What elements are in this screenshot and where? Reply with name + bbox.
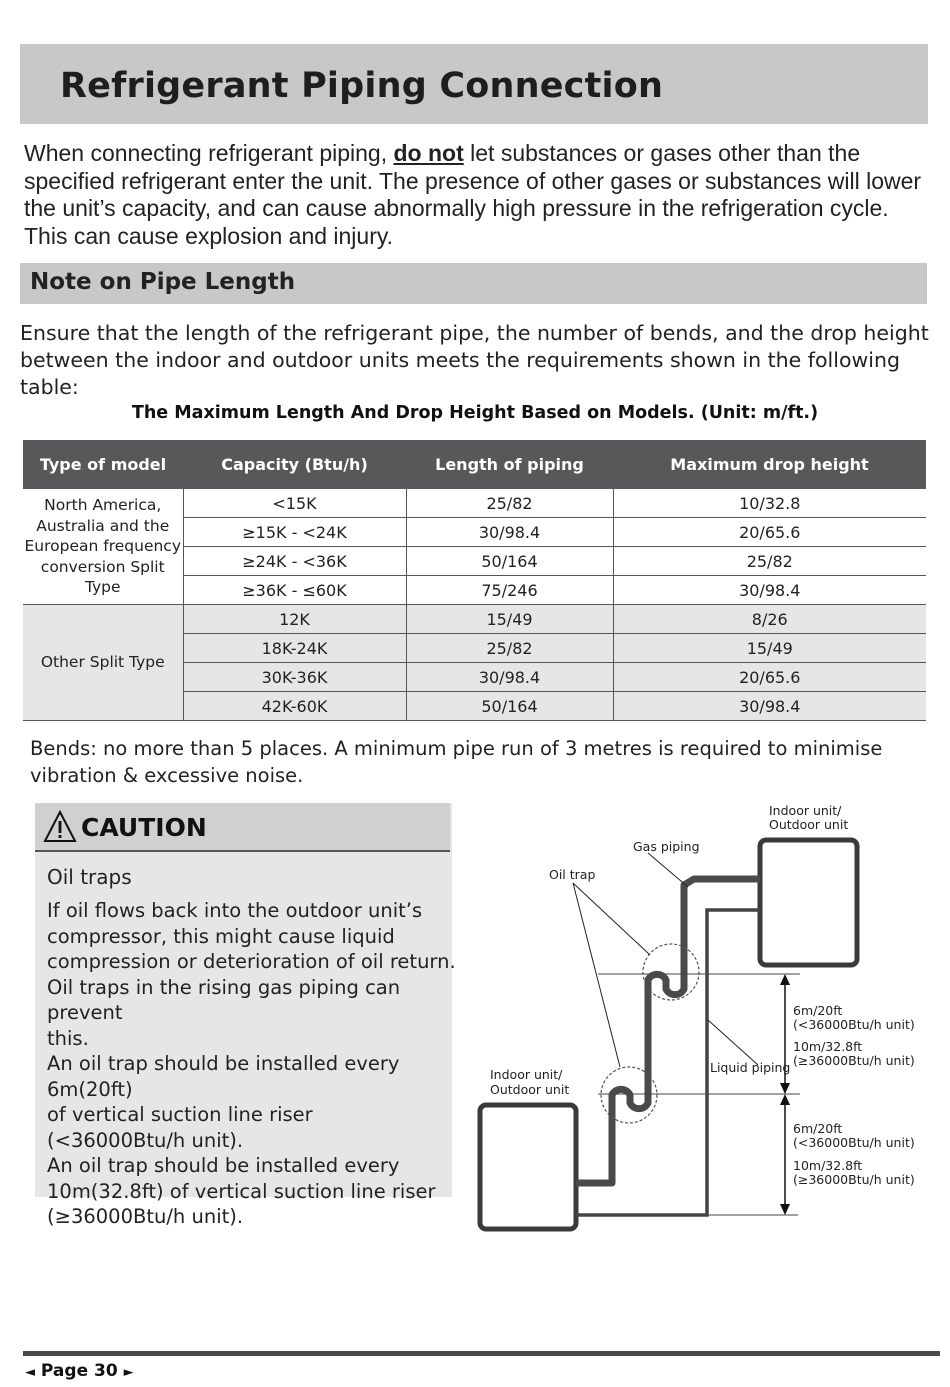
table-row xyxy=(23,489,926,518)
bends-note: Bends: no more than 5 places. A minimum pipe run of 3 metres is required to minimise vibration & excessive noise. xyxy=(30,737,883,787)
table-cell: ≥36K - ≤60K xyxy=(183,576,406,605)
gas-piping-line xyxy=(576,879,760,1183)
liquid-piping-label: Liquid piping xyxy=(710,1060,791,1075)
header-cell: Capacity (Btu/h) xyxy=(183,440,406,489)
upper-unit-label-1: Indoor unit/ xyxy=(769,803,842,818)
oil-trap-leader xyxy=(573,883,620,1067)
table-cell: <15K xyxy=(183,489,406,518)
lower-unit-label-2: Outdoor unit xyxy=(490,1082,570,1097)
header-cell: Type of model xyxy=(23,440,183,489)
table-header-row xyxy=(23,440,926,489)
lower-dim-label: 6m/20ft xyxy=(793,1121,843,1136)
lower-dim-label: 10m/32.8ft xyxy=(793,1158,863,1173)
caution-line: If oil flows back into the outdoor unit’s xyxy=(47,899,423,922)
upper-dim-label: (<36000Btu/h unit) xyxy=(793,1017,915,1032)
title-bar xyxy=(20,44,928,124)
table-row xyxy=(23,605,926,634)
table-cell: 8/26 xyxy=(613,605,926,634)
caution-text xyxy=(47,898,467,1230)
caution-line: An oil trap should be installed every 6m(20ft) xyxy=(47,1052,400,1101)
lower-dim-label: (<36000Btu/h unit) xyxy=(793,1135,915,1150)
model-cell: Other Split Type xyxy=(23,605,183,721)
table-cell: 30/98.4 xyxy=(613,576,926,605)
caution-line: compression or deterioration of oil return. xyxy=(47,950,456,973)
caution-line: Oil traps in the rising gas piping can prevent xyxy=(47,975,401,1024)
upper-dim-label: 6m/20ft xyxy=(793,1003,843,1018)
caution-line: of vertical suction line riser xyxy=(47,1103,313,1126)
table-cell: 15/49 xyxy=(406,605,613,634)
table-cell: 50/164 xyxy=(406,547,613,576)
table-cell: 25/82 xyxy=(406,634,613,663)
table-cell: 12K xyxy=(183,605,406,634)
page-number: Page 30 xyxy=(40,1361,118,1381)
upper-dim-label: (≥36000Btu/h unit) xyxy=(793,1053,915,1068)
liquid-piping-leader xyxy=(708,1020,758,1065)
caution-header xyxy=(35,803,450,852)
caution-line: (≥36000Btu/h unit). xyxy=(47,1205,244,1228)
table-cell: ≥15K - <24K xyxy=(183,518,406,547)
table-cell: 30K-36K xyxy=(183,663,406,692)
footer xyxy=(25,1361,134,1381)
table-cell: ≥24K - <36K xyxy=(183,547,406,576)
upper-dim-label: 10m/32.8ft xyxy=(793,1039,863,1054)
table-cell: 10/32.8 xyxy=(613,489,926,518)
table-cell: 50/164 xyxy=(406,692,613,721)
oil-trap-label: Oil trap xyxy=(549,867,596,882)
warning-icon xyxy=(43,810,77,844)
upper-unit-label-2: Outdoor unit xyxy=(769,817,849,832)
table-cell: 30/98.4 xyxy=(406,663,613,692)
caution-box xyxy=(35,803,456,1228)
prev-page-icon[interactable]: ◄ xyxy=(25,1365,35,1380)
gas-piping-label: Gas piping xyxy=(633,839,700,854)
lower-dim-label: (≥36000Btu/h unit) xyxy=(793,1172,915,1187)
table-cell: 30/98.4 xyxy=(406,518,613,547)
table-cell: 20/65.6 xyxy=(613,663,926,692)
header-cell: Length of piping xyxy=(406,440,613,489)
pipe-length-table xyxy=(23,440,926,721)
arrow-head xyxy=(780,1094,790,1105)
table-cell: 30/98.4 xyxy=(613,692,926,721)
section-bar xyxy=(20,263,927,304)
caution-line: An oil trap should be installed every xyxy=(47,1154,400,1177)
arrow-head xyxy=(780,974,790,985)
next-page-icon[interactable]: ► xyxy=(123,1365,134,1380)
table-cell: 20/65.6 xyxy=(613,518,926,547)
footer-rule xyxy=(23,1351,940,1356)
table-cell: 42K-60K xyxy=(183,692,406,721)
oil-trap-diagram xyxy=(470,795,940,1240)
lower-unit-label-1: Indoor unit/ xyxy=(490,1067,563,1082)
pipe-length-text: Ensure that the length of the refrigerant pipe, the number of bends, and the drop height between the indoor and outdoor units meets the requirements shown in the following table: xyxy=(20,321,929,399)
intro-emphasis: do not xyxy=(393,140,464,166)
intro-paragraph xyxy=(24,140,924,250)
oil-trap-leader xyxy=(573,883,650,955)
caution-label: CAUTION xyxy=(81,813,207,842)
caution-line: compressor, this might cause liquid xyxy=(47,924,395,948)
caution-line: 10m(32.8ft) of vertical suction line riser xyxy=(47,1179,436,1203)
section-title: Note on Pipe Length xyxy=(30,269,296,295)
header-cell: Maximum drop height xyxy=(613,440,926,489)
table-cell: 25/82 xyxy=(613,547,926,576)
table-caption: The Maximum Length And Drop Height Based on Models. (Unit: m/ft.) xyxy=(131,403,819,423)
table-cell: 15/49 xyxy=(613,634,926,663)
lower-unit-box xyxy=(480,1105,576,1229)
caution-subtitle: Oil traps xyxy=(47,865,132,889)
intro-before: When connecting refrigerant piping, xyxy=(24,140,394,166)
arrow-head xyxy=(780,1204,790,1215)
table-cell: 75/246 xyxy=(406,576,613,605)
table-cell: 25/82 xyxy=(406,489,613,518)
caution-line: (<36000Btu/h unit). xyxy=(47,1128,244,1152)
gas-piping-leader xyxy=(648,853,688,887)
model-cell: North America, Australia and the European frequency conversion Split Type xyxy=(23,489,183,605)
caution-line: this. xyxy=(47,1026,89,1050)
table-cell: 18K-24K xyxy=(183,634,406,663)
upper-unit-box xyxy=(760,840,857,965)
intro-after: let substances or gases other than the specified refrigerant enter the unit. The presence of other gases or substances will lower the unit’s capacity, and can cause abnormally high pressure in the refrigeration cycle. This can cause explosion and injury. xyxy=(24,140,922,249)
arrow-head xyxy=(780,1083,790,1094)
page-title: Refrigerant Piping Connection xyxy=(60,66,664,106)
